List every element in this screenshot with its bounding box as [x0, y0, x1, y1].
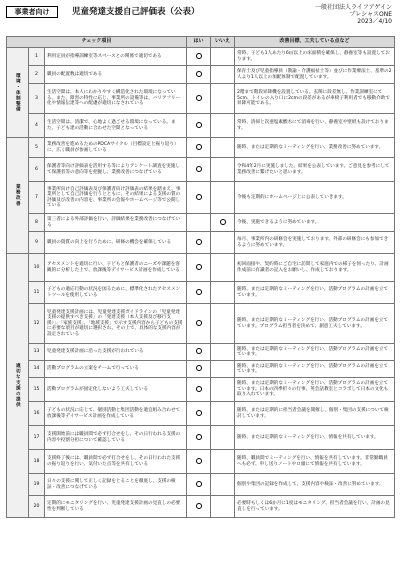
facility-name: プレシャスONE	[349, 11, 392, 18]
check-item-text: アセスメントを適切に行い、子どもと保護者のニーズや課題を客観的に分析した上で、放課後等デイサービス計画を作成している	[45, 254, 187, 282]
row-number: 5	[29, 138, 45, 158]
yes-circle-mark	[196, 166, 202, 172]
check-item-text: 第三者による外部評価を行い、評価結果を業務改善につなげている	[45, 214, 187, 232]
yes-cell	[187, 450, 211, 474]
row-number: 17	[29, 426, 45, 450]
no-cell	[211, 304, 235, 344]
improvement-note: 令和4年2月に実施しました。結果を公表しています。ご意見を参考にして業務改善に繋げたいと思います。	[235, 158, 395, 182]
row-number: 4	[29, 114, 45, 138]
yes-circle-mark	[196, 386, 202, 392]
no-cell	[211, 66, 235, 84]
table-row	[7, 158, 395, 182]
category-label: 業務改善	[7, 138, 29, 254]
row-number: 14	[29, 361, 45, 378]
table-row	[7, 496, 395, 518]
yes-cell	[187, 402, 211, 426]
evaluation-table	[6, 36, 395, 518]
no-cell	[211, 361, 235, 378]
organization-block	[315, 4, 392, 25]
yes-circle-mark	[196, 122, 202, 128]
yes-circle-mark	[196, 320, 202, 326]
yes-cell	[187, 114, 211, 138]
check-item-text: 児童発達支援計画に沿った支援が行われている	[45, 344, 187, 361]
check-item-text: 保護者等向け評価表を活用する等によりアンケート調査を実施して保護者等の意向等を把握し、業務改善につなげている	[45, 158, 187, 182]
yes-cell	[187, 378, 211, 402]
yes-circle-mark	[196, 95, 202, 101]
yes-cell	[187, 426, 211, 450]
no-cell	[211, 450, 235, 474]
yes-circle-mark	[196, 434, 202, 440]
yes-cell	[187, 282, 211, 304]
no-cell	[211, 158, 235, 182]
check-item-text: 生活空間は、本人にわかりやすく構造化された環境になっている。また、障害の特性に応じ、事業所の設備等は、バリアフリー化や情報伝達等への配慮が適切になされている	[45, 84, 187, 114]
improvement-note: 今後、実施できるように努めています。	[235, 214, 395, 232]
table-row	[7, 450, 395, 474]
row-number: 6	[29, 158, 45, 182]
row-number: 8	[29, 214, 45, 232]
column-header-item: チェック項目	[7, 37, 187, 48]
improvement-note: 個別や集団の記録を作成して、支援内容や検証・改善に努めています。	[235, 474, 395, 496]
category-label: 適切な支援の提供	[7, 254, 29, 518]
yes-circle-mark	[196, 410, 202, 416]
audience-tag: 事業者向け	[6, 6, 58, 18]
table-row	[7, 138, 395, 158]
no-cell	[211, 378, 235, 402]
yes-circle-mark	[196, 458, 202, 464]
category-label: 環境・体制整備	[7, 48, 29, 138]
yes-cell	[187, 344, 211, 361]
table-row	[7, 48, 395, 66]
table-row	[7, 232, 395, 254]
no-cell	[211, 48, 235, 66]
yes-cell	[187, 361, 211, 378]
yes-circle-mark	[196, 239, 202, 245]
table-row	[7, 84, 395, 114]
table-row	[7, 474, 395, 496]
check-item-text: 活動プログラムが固定化しないよう工夫している	[45, 378, 187, 402]
row-number: 10	[29, 254, 45, 282]
yes-cell	[187, 84, 211, 114]
document-header	[0, 0, 400, 36]
yes-circle-mark	[196, 144, 202, 150]
improvement-note: 初回面接や、契約時にご自宅に訪問して家庭内での様子を伺ったり、計画作成前に有識者の記入をお願いし、作成しております。	[235, 254, 395, 282]
table-row	[7, 402, 395, 426]
column-header-no: いいえ	[211, 37, 235, 48]
improvement-note: 毎月、事業所内の研修会を実施しております。外部の研修会にも参加できるように努めています。	[235, 232, 395, 254]
improvement-note: 随時、または定期的なミーティングを行い、情報を共有しています。	[235, 426, 395, 450]
row-number: 20	[29, 496, 45, 518]
table-row	[7, 361, 395, 378]
yes-cell	[187, 66, 211, 84]
table-body	[7, 48, 395, 518]
row-number: 16	[29, 402, 45, 426]
yes-circle-mark	[196, 481, 202, 487]
no-cell	[211, 114, 235, 138]
check-item-text: 職員の資質の向上を行うために、研修の機会を確保している	[45, 232, 187, 254]
no-cell	[211, 232, 235, 254]
table-row	[7, 304, 395, 344]
table-row	[7, 282, 395, 304]
check-item-text: 子どもの状況に応じて、個別活動と集団活動を適宜組み合わせて放課後等デイサービス計画を作成している	[45, 402, 187, 426]
improvement-note: 随時、または定期的なミーティングを行い、業務改善に努めています。	[235, 138, 395, 158]
no-cell	[211, 254, 235, 282]
yes-circle-mark	[196, 264, 202, 270]
row-number: 3	[29, 84, 45, 114]
yes-cell	[187, 304, 211, 344]
check-item-text: 活動プログラムの立案をチームで行っている	[45, 361, 187, 378]
no-cell	[211, 426, 235, 450]
row-number: 13	[29, 344, 45, 361]
organization-name: 一般社団法人ライフアゲイン	[314, 4, 392, 11]
improvement-note: 随時、または定期的なミーティングを行い、活動プログラムの計画を立てています。	[235, 344, 395, 361]
yes-circle-mark	[196, 503, 202, 509]
column-header-notes: 改善目標、工夫している点など	[235, 37, 395, 48]
check-item-text: 利用定員が指導訓練室等スペースとの関係で適切である	[45, 48, 187, 66]
improvement-note: 随時、または定期的なミーティングを行い、活動プログラムの計画を立てています。プログラム担当者を決めて、創意工夫しています。	[235, 304, 395, 344]
table-row	[7, 214, 395, 232]
row-number: 18	[29, 450, 45, 474]
improvement-note: 保育士及び児童指導員（教諭・介護福祉士等）並びに作業療法士、基準の2人より1人以上の加配体制で配置しています。	[235, 66, 395, 84]
table-row	[7, 254, 395, 282]
row-number: 15	[29, 378, 45, 402]
row-number: 9	[29, 232, 45, 254]
row-number: 7	[29, 182, 45, 214]
table-row	[7, 66, 395, 84]
improvement-note: 随時、または定期的なミーティングを行い、活動プログラムの計画を立てています。	[235, 361, 395, 378]
check-item-text: 事業所向け自己評価表及び保護者向け評価表の結果を踏まえ、事業所として自己評価を行うとともに、その結果による支援の質の評価及び改善の内容を、事業所の会報やホームページ等で公開している	[45, 182, 187, 214]
yes-circle-mark	[196, 71, 202, 77]
table-row	[7, 378, 395, 402]
yes-cell	[187, 254, 211, 282]
table-row	[7, 426, 395, 450]
improvement-note: 随時、または定期的に担当者会議を開催し、個別・集団の支援について検討しています。	[235, 402, 395, 426]
check-item-text: 子どもの適応行動の状況を図るために、標準化されたアセスメントツールを使用している	[45, 282, 187, 304]
document-date: 2023／4/10	[357, 18, 392, 25]
no-circle-mark	[220, 219, 226, 225]
improvement-note: 随時、職員間でミーティングを行い、情報を共有しています。非常勤職員へも必ず、申し送りノートやロ頭にて情報を共有しています。	[235, 450, 395, 474]
yes-cell	[187, 232, 211, 254]
document-title: 児童発達支援自己評価表（公表）	[72, 7, 200, 17]
column-header-yes: はい	[187, 37, 211, 48]
check-item-text: 業務改善を進めるためのPDCAサイクル（目標設定と振り返り）に、広く職員が参画している	[45, 138, 187, 158]
no-cell	[211, 84, 235, 114]
check-item-text: 職員の配置数は適切である	[45, 66, 187, 84]
row-number: 2	[29, 66, 45, 84]
improvement-note: 今後も定期的にホームページ上に公表していきます。	[235, 182, 395, 214]
yes-cell	[187, 474, 211, 496]
no-cell	[211, 402, 235, 426]
table-row	[7, 114, 395, 138]
check-item-text: 児童発達支援計画には、児童発達支援ガイドラインの「児童発達支援の提供すべき支援」の「発達支援（本人支援及び移行支援）」、「家族支援」、「地域支援」で示す支援内容から子どもの支援に必要な項目が適切に選択され、その上で、具体的な支援内容が設定されている	[45, 304, 187, 344]
improvement-note: 随時、または定期的なミーティングを行い、活動プログラムの計画を立てています。	[235, 282, 395, 304]
yes-circle-mark	[196, 289, 202, 295]
yes-cell	[187, 496, 211, 518]
no-cell	[211, 282, 235, 304]
check-item-text: 定期的にモニタリングを行い、児童発達支援計画の見直しの必要性を判断している	[45, 496, 187, 518]
no-cell	[211, 344, 235, 361]
improvement-note: 2階まで階段昇降機を設置している。玄関に段差無し、作業訓練室にて5cm、トイレの入り口に2cmの段差があるが車椅子利用者でも移動介助で昇降可能である。	[235, 84, 395, 114]
row-number: 11	[29, 282, 45, 304]
check-item-text: 日々の支援に関して正しく記録をとることを徹底し、支援の検証・改善につなげている	[45, 474, 187, 496]
yes-cell	[187, 158, 211, 182]
row-number: 1	[29, 48, 45, 66]
no-cell	[211, 214, 235, 232]
table-header-row	[7, 37, 395, 48]
yes-cell	[187, 138, 211, 158]
improvement-note: 常時、子ども1人あたり6㎡以上の床面積を確保し、静養室等も設置しております。	[235, 48, 395, 66]
improvement-note: 常時、清掃と次亜塩素酸水にて消毒を行い、静養室や壁紙も設けております。	[235, 114, 395, 138]
no-cell	[211, 474, 235, 496]
yes-cell	[187, 182, 211, 214]
yes-circle-mark	[196, 53, 202, 59]
no-cell	[211, 182, 235, 214]
yes-cell	[187, 214, 211, 232]
check-item-text: 支援開始前には職員間で必ず打合せをし、その日行われる支援の内容や役割分担について確認している	[45, 426, 187, 450]
row-number: 12	[29, 304, 45, 344]
check-item-text: 生活空間は、清潔で、心地よく過ごせる環境になっている。また、子ども達の活動に合わせた空間となっている	[45, 114, 187, 138]
improvement-note: 随時、または定期的なミーティングを行い、活動プログラムの計画を立てています。日本の四季折々の行事、英会話教室とコラボして日本の文化も取り入れています。	[235, 378, 395, 402]
yes-circle-mark	[196, 348, 202, 354]
table-row	[7, 182, 395, 214]
row-number: 19	[29, 474, 45, 496]
yes-circle-mark	[196, 365, 202, 371]
no-cell	[211, 496, 235, 518]
check-item-text: 支援終了後には、職員間で必ず打合せをし、その日行われた支援の振り返りを行い、気付いた点等を共有している	[45, 450, 187, 474]
table-row	[7, 344, 395, 361]
improvement-note: 必要時もしくは6か月に1度はモニタリング、担当者会議を行い、計画の見直しを行っています。	[235, 496, 395, 518]
no-cell	[211, 138, 235, 158]
yes-circle-mark	[196, 194, 202, 200]
yes-cell	[187, 48, 211, 66]
